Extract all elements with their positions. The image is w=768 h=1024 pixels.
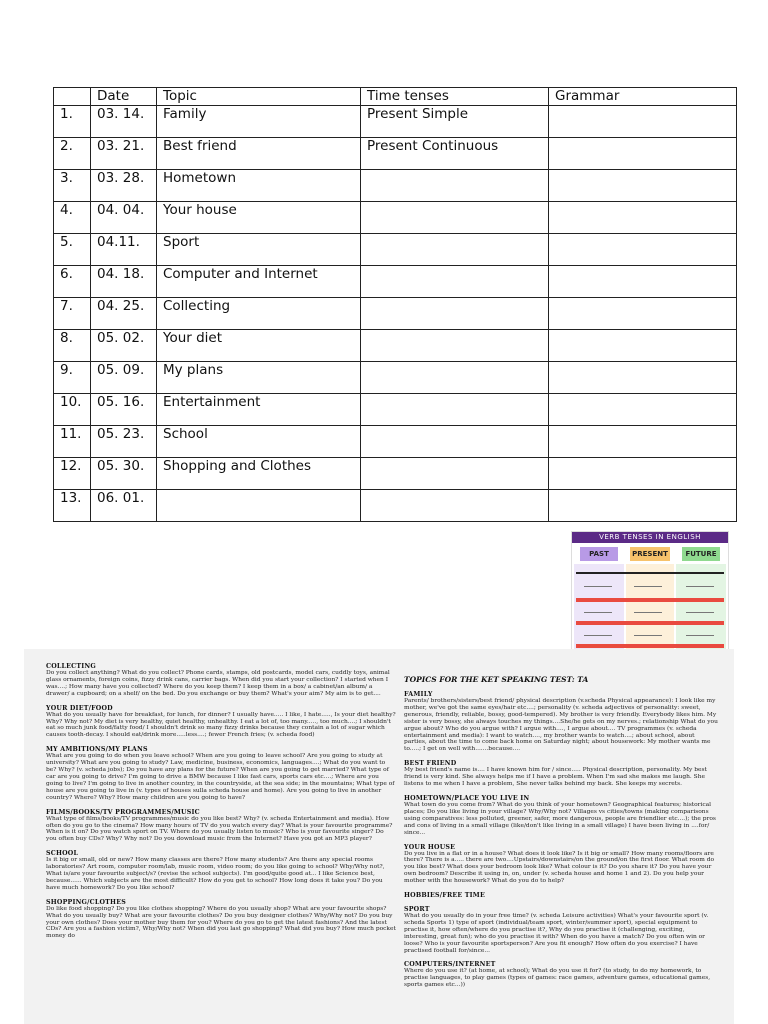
row-date: 03. 28.	[91, 170, 157, 202]
row-date: 04. 25.	[91, 298, 157, 330]
row-grammar	[549, 362, 737, 394]
row-number: 2.	[54, 138, 91, 170]
table-row	[54, 298, 737, 330]
row-time-tense	[361, 234, 549, 266]
row-topic: Sport	[157, 234, 361, 266]
row-time-tense	[361, 330, 549, 362]
scan-right-section-text: My best friend's name is.... I have known him for / since..... Physical description, personality. My best friend is very kind. She always helps me if I have a problem. When I'm sad she makes me laugh. She listens to me when I have a problem, She never talks behind my back. She keeps my secrets.	[404, 767, 707, 788]
scan-right-section-heading: SPORT	[404, 906, 430, 914]
row-number: 7.	[54, 298, 91, 330]
scan-left-section-heading: SCHOOL	[46, 850, 79, 858]
example-line	[634, 612, 662, 613]
row-time-tense	[361, 266, 549, 298]
scan-right-column	[404, 675, 719, 996]
scan-left-section-heading: FILMS/BOOKS/TV PROGRAMMES/MUSIC	[46, 808, 200, 816]
table-row	[54, 458, 737, 490]
row-date: 05. 23.	[91, 426, 157, 458]
example-line	[584, 586, 612, 587]
row-number: 13.	[54, 490, 91, 522]
row-time-tense	[361, 170, 549, 202]
scan-left-section-heading: YOUR DIET/FOOD	[46, 704, 113, 712]
row-date: 05. 09.	[91, 362, 157, 394]
row-grammar	[549, 490, 737, 522]
row-topic: Best friend	[157, 138, 361, 170]
future-label: FUTURE	[682, 547, 720, 561]
col-header-date: Date	[91, 88, 157, 106]
row-topic: Hometown	[157, 170, 361, 202]
col-header-time-tenses: Time tenses	[361, 88, 549, 106]
scan-left-section-text: What do you usually have for breakfast, for lunch, for dinner? I usually have..... I like, I hate....., Is your diet healthy? Why? Why not? My diet is very healthy, quiet healthy, unhealthy. I eat a lot of, too many....., too much....; I shouldn't eat so much junk food/fatty food/ I shouldn't drink so many fizzy drinks because they contain a lot of sugar which causes tooth-decay. I should eat/drink more.....less....; fewer French fries; (v. scheda food)	[46, 711, 396, 739]
scan-right-section-text: What do you usually do in your free time? (v. scheda Leisure activities) What's your favourite sport (v. scheda Sports 1) type of sport (individual/team sport, winter/summer sport), special equipment to practise it, how often/where do you practise it?, Why do you practise it (challenging, exciting, interesting, great fun); who do you practise it with? When do you have a match? Do you often win or loose? Who is your favourite sportsperson? Are you fit enough? How often do you exercise? I have practised football for/since...	[404, 913, 709, 954]
row-grammar	[549, 266, 737, 298]
col-header-number	[54, 88, 91, 106]
row-grammar	[549, 202, 737, 234]
timeline-axis	[576, 572, 724, 574]
row-grammar	[549, 394, 737, 426]
row-topic: School	[157, 426, 361, 458]
past-label: PAST	[580, 547, 618, 561]
scan-left-column	[46, 663, 396, 947]
row-grammar	[549, 170, 737, 202]
scan-right-section-heading: FAMILY	[404, 691, 433, 698]
ket-topics-banner: TOPICS FOR THE KET SPEAKING TEST: TA	[404, 675, 589, 684]
row-number: 8.	[54, 330, 91, 362]
row-date: 06. 01.	[91, 490, 157, 522]
row-grammar	[549, 138, 737, 170]
scan-left-section-heading: COLLECTING	[46, 663, 96, 670]
row-topic: Computer and Internet	[157, 266, 361, 298]
row-time-tense	[361, 202, 549, 234]
row-number: 3.	[54, 170, 91, 202]
scan-right-section-heading: YOUR HOUSE	[404, 843, 456, 851]
row-date: 04.11.	[91, 234, 157, 266]
table-row	[54, 170, 737, 202]
row-number: 10.	[54, 394, 91, 426]
row-grammar	[549, 106, 737, 138]
scan-right-section-heading: HOBBIES/FREE TIME	[404, 892, 485, 900]
example-line	[686, 612, 714, 613]
row-time-tense	[361, 458, 549, 490]
example-line	[634, 635, 662, 636]
row-time-tense	[361, 394, 549, 426]
scan-right-section-heading: COMPUTERS/INTERNET	[404, 961, 496, 969]
row-date: 05. 30.	[91, 458, 157, 490]
row-time-tense	[361, 298, 549, 330]
scan-right-section-heading: HOMETOWN/PLACE YOU LIVE IN	[404, 794, 530, 802]
row-grammar	[549, 426, 737, 458]
row-number: 1.	[54, 106, 91, 138]
scan-left-section-text: Do like food shopping? Do you like clothes shopping? Where do you usually shop? What are your favourite shops? What do you usually buy? What are your favourite clothes? Do you buy designer clothes? Why/Why not? Do you buy your own clothes? Does your mother buy them for you? Where do you go to get the latest fashions? And the latest CDs? Are you a fashion victim?, Why/Why not? When did you last go shopping? What did you buy? How much pocket money do	[46, 905, 396, 940]
row-topic: Entertainment	[157, 394, 361, 426]
row-grammar	[549, 234, 737, 266]
scan-right-section-text: Parents/ brothers/sisters/best friend/ physical description (v.scheda Physical appearance): I look like my mother, we've got the same eyes/hair etc....; personality (v. scheda adjectives of personality: sweet, generous, friendly, reliable, bossy, good-tempered). My brother is very friendly. Everybody likes him. My sister is very bossy, she always touches my things....She/he gets on my nerves.; relationship What do you argue about? Who do you argue with? I argue with...., I argue about.... TV programmes (v. scheda entertainment and media): I want to watch...., my brother wants to watch....; about school, about parties, about the time to come back home on Saturday night; about housework: My mother wants me to.....; I get on well with.......because....	[404, 698, 718, 753]
row-number: 11.	[54, 426, 91, 458]
table-row	[54, 266, 737, 298]
row-topic: Your diet	[157, 330, 361, 362]
row-date: 03. 21.	[91, 138, 157, 170]
scan-left-section-heading: SHOPPING/CLOTHES	[46, 898, 126, 906]
col-header-grammar: Grammar	[549, 88, 737, 106]
row-topic	[157, 490, 361, 522]
row-grammar	[549, 330, 737, 362]
row-date: 05. 16.	[91, 394, 157, 426]
row-topic: My plans	[157, 362, 361, 394]
tenses-title: VERB TENSES IN ENGLISH	[572, 532, 728, 543]
row-date: 03. 14.	[91, 106, 157, 138]
scan-left-section-text: Is it big or small, old or new? How many classes are there? How many students? Are there any special rooms laboratories? Art room, computer room/lab, music room, video room; do you like going to school? Why/Why not?, What is/are your favourite subject/s? (revise the school subjects). I'm good/quite good at... I like Science best, because...... Which subjects are the most difficult? How do you get to school? How long does it take you? Do you have much homework? Do you like school?	[46, 857, 385, 891]
scan-right-section-text: What town do you come from? What do you think of your hometown? Geographical features; historical places; Do you like living in your village? Why/Why not? Villages vs cities/towns (making comparisons using comparatives: less polluted, greener, safer, more dangerous, people are friendlier etc....); the pros and cons of living in a small village (like/don't like living in a small village) I have been living in ....for/ since...	[404, 801, 716, 836]
present-label: PRESENT	[630, 547, 670, 561]
table-row	[54, 362, 737, 394]
example-line	[686, 635, 714, 636]
tense-band	[576, 598, 724, 602]
row-date: 04. 04.	[91, 202, 157, 234]
scan-left-section-text: What are you going to do when you leave school? When are you going to leave school? Are you going to study at university? What are you going to study? Law, medicine, business, economics, languages....; What do you want to be? Why? (v. scheda jobs); Do you have any plans for the future? When are you going to get married? What type of car are you going to drive? I'm going to drive a BMW because I like fast cars, sports cars etc....; Where are you going to live? I'm going to live in another country, in the countryside, at the sea side; in the mountains; What type of house are you going to live in (v. types of houses sulla scheda house and home). Are you going to live in another country? Where? Why? How many children are you going to have?	[46, 753, 395, 801]
row-time-tense	[361, 426, 549, 458]
example-line	[686, 586, 714, 587]
header-row	[54, 88, 737, 106]
row-topic: Family	[157, 106, 361, 138]
row-number: 12.	[54, 458, 91, 490]
row-number: 4.	[54, 202, 91, 234]
tense-band	[576, 644, 724, 648]
example-line	[584, 635, 612, 636]
example-line	[634, 586, 662, 587]
table-row	[54, 234, 737, 266]
row-number: 5.	[54, 234, 91, 266]
scan-left-section-text: What type of films/books/TV programmes/music do you like best? Why? (v. scheda Entertainment and media). How often do you go to the cinema? How many hours of TV do you watch every day? What is your favourite programme? When is it on? Do you watch sport on TV. Where do you usually listen to music? Who is your favourite singer? Do you often buy CDs? Why? Why not? Do you download music from the Internet? Have you got an MP3 player?	[46, 815, 393, 843]
row-topic: Collecting	[157, 298, 361, 330]
row-grammar	[549, 298, 737, 330]
col-header-topic: Topic	[157, 88, 361, 106]
scan-right-section-heading: BEST FRIEND	[404, 760, 457, 768]
row-topic: Shopping and Clothes	[157, 458, 361, 490]
table-row	[54, 330, 737, 362]
table-row	[54, 394, 737, 426]
scan-right-section-text: Do you live in a flat or in a house? What does it look like? Is it big or small? How many rooms/floors are there? There is a..... there are two....Upstairs/downstairs/on the ground/on the first floor. What room do you like best? What does your bedroom look like? What colour is it? Do you share it? Do you have your own bedroom? Describe it using in, on, under (v. scheda house and home 1 and 2). Do you help your mother with the housework? What do you do to help?	[404, 850, 715, 885]
schedule-table	[53, 87, 737, 522]
row-date: 04. 18.	[91, 266, 157, 298]
table-row	[54, 138, 737, 170]
table-row	[54, 490, 737, 522]
row-time-tense: Present Continuous	[361, 138, 549, 170]
row-date: 05. 02.	[91, 330, 157, 362]
example-line	[584, 612, 612, 613]
scanned-topics-page	[24, 649, 734, 1024]
scan-left-section-text: Do you collect anything? What do you collect? Phone cards, stamps, old postcards, model cars, cuddly toys, animal glass ornaments, foreign coins, fizzy drink cans, carrier bags. When did you start your collection? I started when I was....; How many have you collected? Where do you keep them? I keep them in a box/ a cabinet/an album/ a drawer/ a cupboard; on a shelf/ on the bed. Do you exchange or buy them? What's your aim? My aim is to get....	[46, 670, 390, 697]
row-time-tense	[361, 362, 549, 394]
row-grammar	[549, 458, 737, 490]
row-topic: Your house	[157, 202, 361, 234]
table-row	[54, 202, 737, 234]
row-time-tense	[361, 490, 549, 522]
scan-right-section-text: Where do you use it? (at home, at school); What do you use it for? (to study, to do my homework, to practise languages, to play games (types of games: race games, adventure games, educational games, sports games etc...))	[404, 968, 711, 989]
table-row	[54, 426, 737, 458]
row-number: 6.	[54, 266, 91, 298]
table-row	[54, 106, 737, 138]
tense-band	[576, 621, 724, 625]
row-time-tense: Present Simple	[361, 106, 549, 138]
scan-left-section-heading: MY AMBITIONS/MY PLANS	[46, 746, 148, 754]
row-number: 9.	[54, 362, 91, 394]
